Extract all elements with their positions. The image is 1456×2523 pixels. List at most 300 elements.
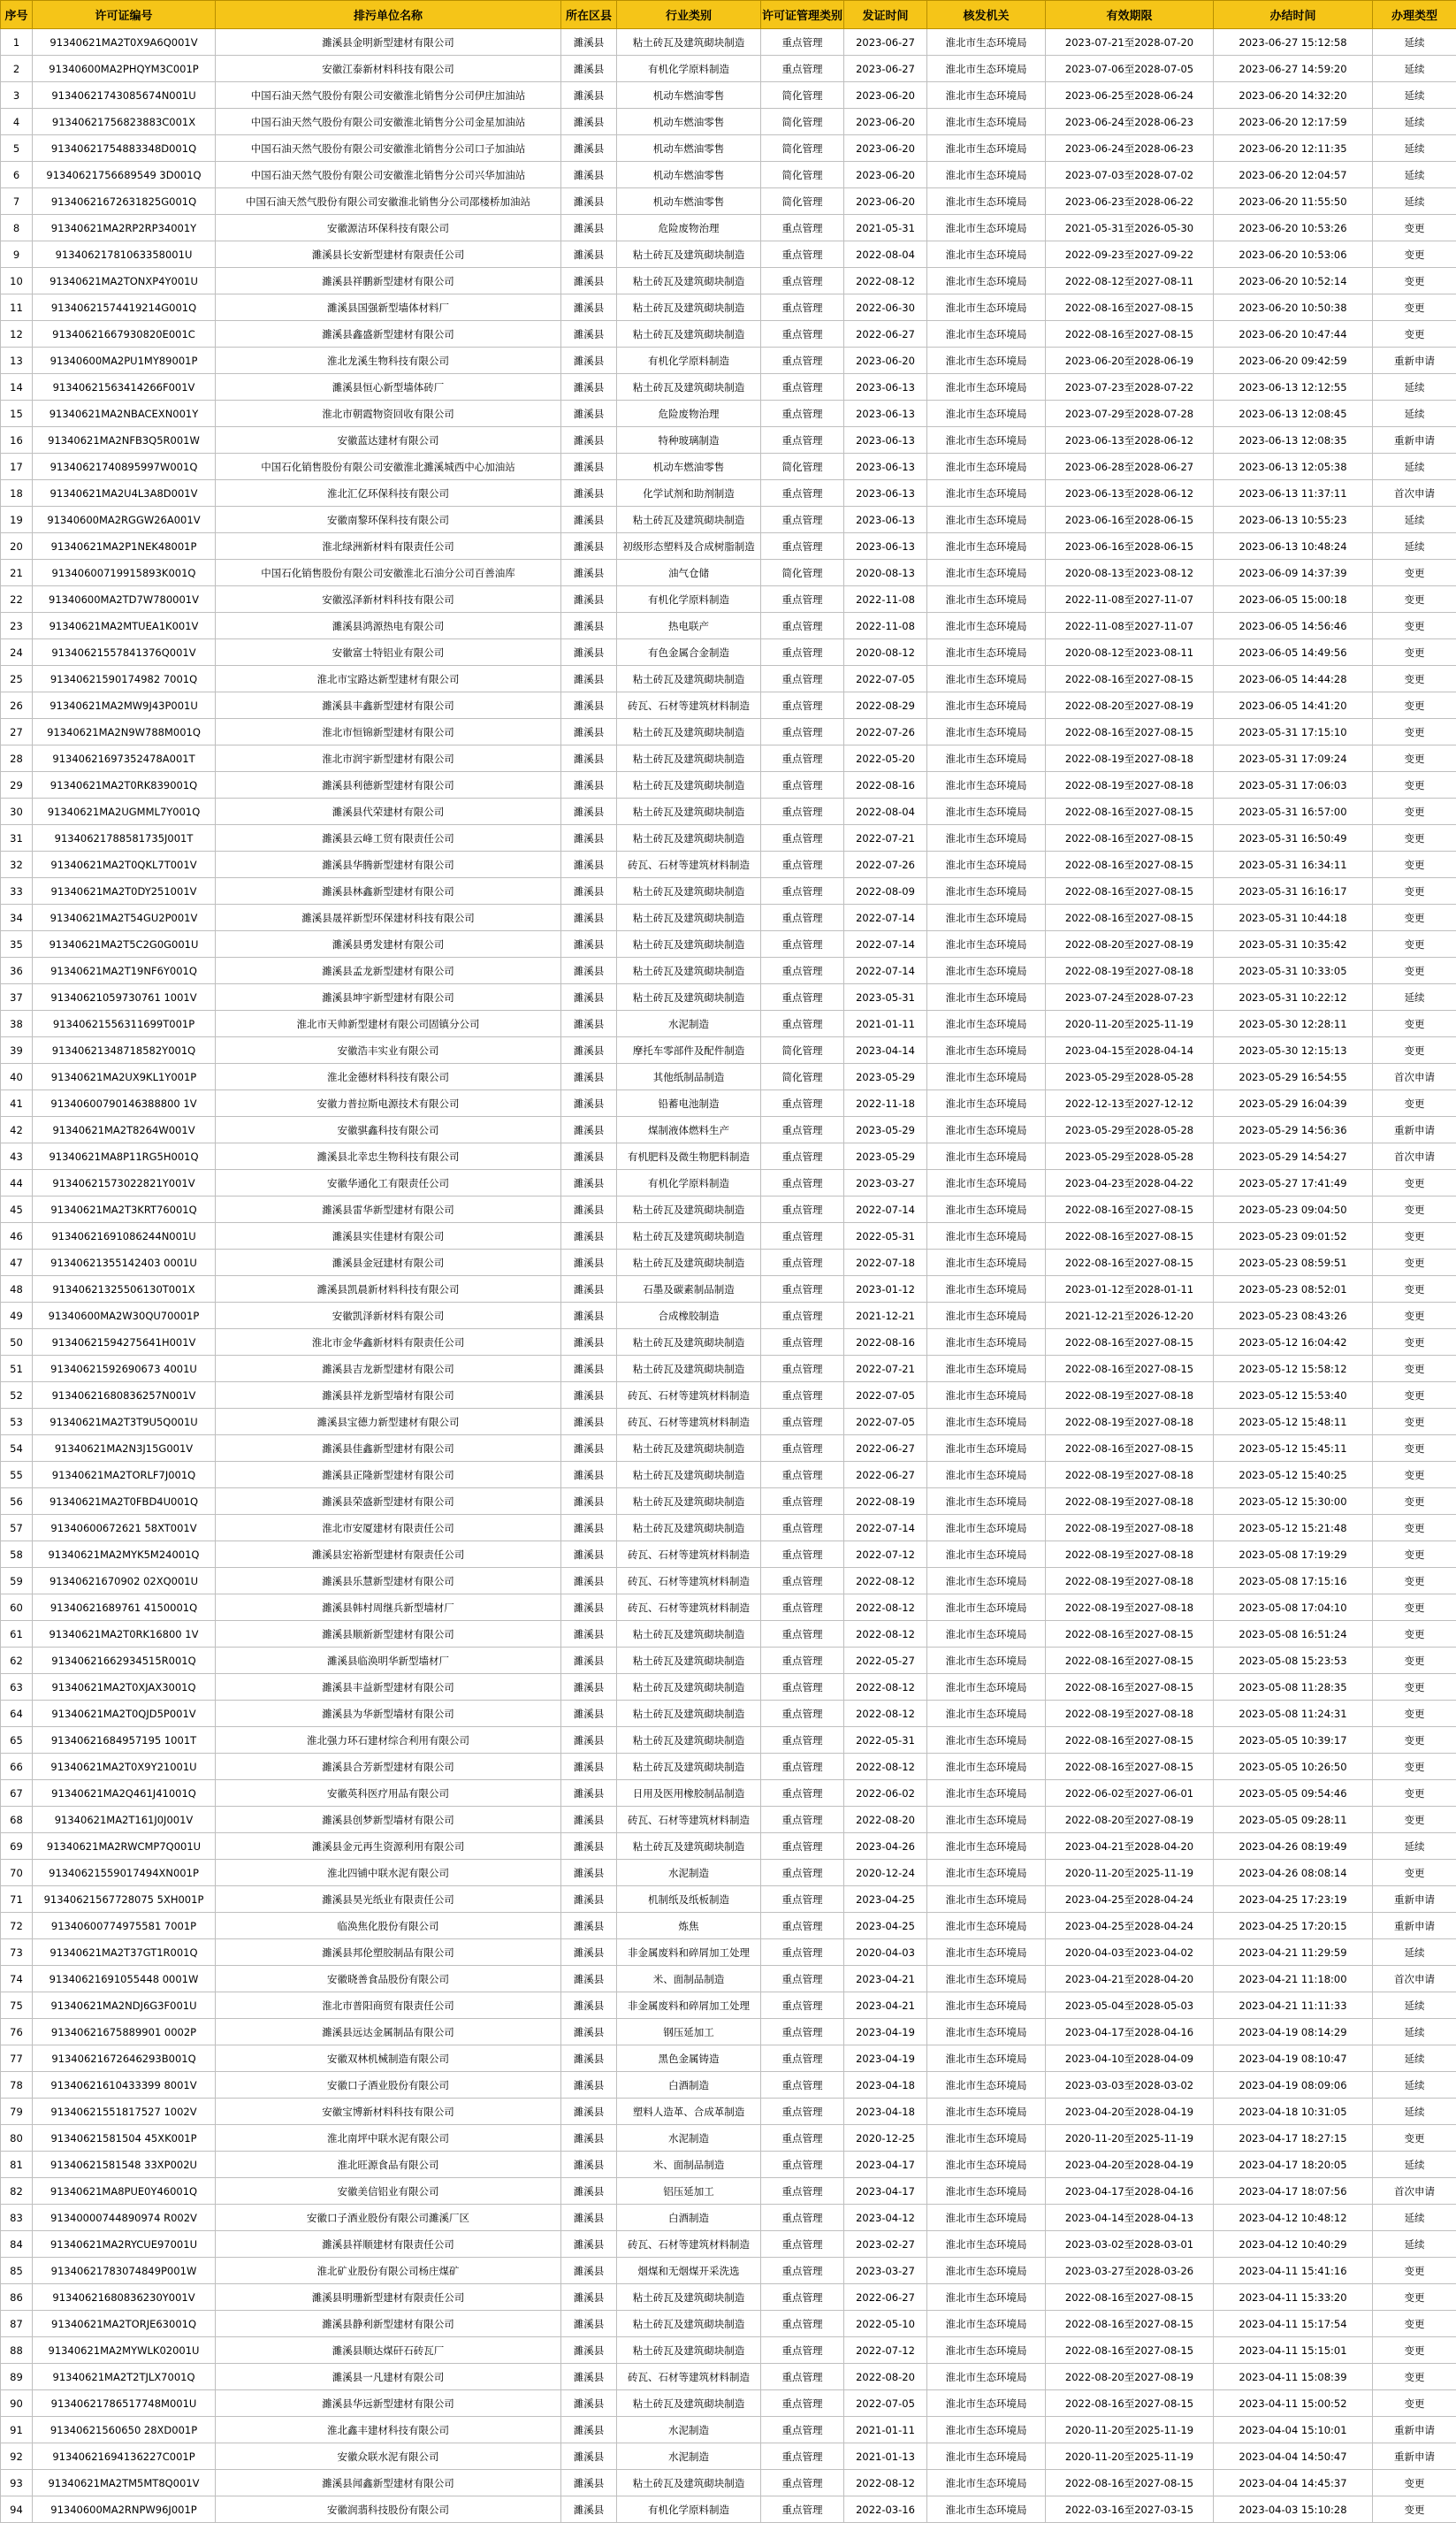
col-index-cell[interactable]: 81 <box>1 2152 33 2178</box>
header-col-issue-date[interactable]: 发证时间 <box>844 1 927 29</box>
col-unit-name-cell[interactable]: 濉溪县闻鑫新型建材有限公司 <box>216 2470 561 2496</box>
col-permit-number-cell[interactable]: 91340621MA2RP2RP34001Y <box>33 215 216 241</box>
col-issue-date-cell[interactable]: 2023-04-26 <box>844 1833 927 1860</box>
col-permit-number-cell[interactable]: 91340621743085674N001U <box>33 82 216 109</box>
col-issue-date-cell[interactable]: 2022-08-12 <box>844 1754 927 1780</box>
col-index-cell[interactable]: 5 <box>1 135 33 162</box>
col-issuer-cell[interactable]: 淮北市生态环境局 <box>927 613 1046 639</box>
col-completion-time-cell[interactable]: 2023-05-08 17:15:16 <box>1214 1568 1373 1594</box>
col-completion-time-cell[interactable]: 2023-05-05 09:54:46 <box>1214 1780 1373 1807</box>
col-issuer-cell[interactable]: 淮北市生态环境局 <box>927 1356 1046 1382</box>
col-issuer-cell[interactable]: 淮北市生态环境局 <box>927 666 1046 692</box>
col-index-cell[interactable]: 47 <box>1 1250 33 1276</box>
col-industry-cell[interactable]: 粘土砖瓦及建筑砌块制造 <box>617 1727 761 1754</box>
table-row[interactable] <box>1 2205 1456 2231</box>
col-permit-number-cell[interactable]: 91340600MA2RGGW26A001V <box>33 507 216 533</box>
col-unit-name-cell[interactable]: 濉溪县临涣明华新型墙材厂 <box>216 1648 561 1674</box>
col-issuer-cell[interactable]: 淮北市生态环境局 <box>927 2417 1046 2443</box>
col-validity-cell[interactable]: 2022-08-16至2027-08-15 <box>1046 1754 1214 1780</box>
col-completion-time-cell[interactable]: 2023-05-08 11:24:31 <box>1214 1701 1373 1727</box>
col-validity-cell[interactable]: 2023-05-29至2028-05-28 <box>1046 1143 1214 1170</box>
col-validity-cell[interactable]: 2022-08-16至2027-08-15 <box>1046 878 1214 905</box>
col-validity-cell[interactable]: 2023-07-29至2028-07-28 <box>1046 401 1214 427</box>
col-permit-number-cell[interactable]: 91340621MA2NFB3Q5R001W <box>33 427 216 454</box>
col-district-cell[interactable]: 濉溪县 <box>561 692 617 719</box>
table-row[interactable] <box>1 215 1456 241</box>
table-row[interactable] <box>1 2258 1456 2284</box>
col-action-type-cell[interactable]: 延续 <box>1373 82 1456 109</box>
col-unit-name-cell[interactable]: 濉溪县创梦新型墙材有限公司 <box>216 1807 561 1833</box>
col-industry-cell[interactable]: 砖瓦、石材等建筑材料制造 <box>617 1409 761 1435</box>
col-issue-date-cell[interactable]: 2020-08-12 <box>844 639 927 666</box>
col-issuer-cell[interactable]: 淮北市生态环境局 <box>927 2443 1046 2470</box>
col-management-type-cell[interactable]: 简化管理 <box>761 109 844 135</box>
col-unit-name-cell[interactable]: 濉溪县鸿源热电有限公司 <box>216 613 561 639</box>
col-management-type-cell[interactable]: 简化管理 <box>761 162 844 188</box>
col-issue-date-cell[interactable]: 2022-05-31 <box>844 1727 927 1754</box>
col-completion-time-cell[interactable]: 2023-06-05 14:49:56 <box>1214 639 1373 666</box>
col-permit-number-cell[interactable]: 91340621581548 33XP002U <box>33 2152 216 2178</box>
col-action-type-cell[interactable]: 延续 <box>1373 2072 1456 2099</box>
col-completion-time-cell[interactable]: 2023-04-17 18:07:56 <box>1214 2178 1373 2205</box>
col-management-type-cell[interactable]: 重点管理 <box>761 613 844 639</box>
col-unit-name-cell[interactable]: 濉溪县国强新型墙体材料厂 <box>216 294 561 321</box>
col-management-type-cell[interactable]: 重点管理 <box>761 905 844 931</box>
col-issue-date-cell[interactable]: 2023-06-20 <box>844 348 927 374</box>
col-issue-date-cell[interactable]: 2023-06-20 <box>844 188 927 215</box>
col-completion-time-cell[interactable]: 2023-04-19 08:10:47 <box>1214 2045 1373 2072</box>
col-industry-cell[interactable]: 粘土砖瓦及建筑砌块制造 <box>617 241 761 268</box>
col-permit-number-cell[interactable]: 91340621680836230Y001V <box>33 2284 216 2311</box>
col-index-cell[interactable]: 25 <box>1 666 33 692</box>
col-issuer-cell[interactable]: 淮北市生态环境局 <box>927 1197 1046 1223</box>
col-issuer-cell[interactable]: 淮北市生态环境局 <box>927 2311 1046 2337</box>
col-unit-name-cell[interactable]: 淮北矿业股份有限公司杨庄煤矿 <box>216 2258 561 2284</box>
col-completion-time-cell[interactable]: 2023-04-04 15:10:01 <box>1214 2417 1373 2443</box>
col-permit-number-cell[interactable]: 91340600774975581 7001P <box>33 1913 216 1939</box>
col-district-cell[interactable]: 濉溪县 <box>561 2152 617 2178</box>
table-row[interactable] <box>1 1197 1456 1223</box>
col-action-type-cell[interactable]: 变更 <box>1373 878 1456 905</box>
col-validity-cell[interactable]: 2020-11-20至2025-11-19 <box>1046 1011 1214 1037</box>
col-industry-cell[interactable]: 合成橡胶制造 <box>617 1303 761 1329</box>
col-validity-cell[interactable]: 2023-04-20至2028-04-19 <box>1046 2099 1214 2125</box>
col-completion-time-cell[interactable]: 2023-06-05 14:44:28 <box>1214 666 1373 692</box>
col-issuer-cell[interactable]: 淮北市生态环境局 <box>927 1090 1046 1117</box>
col-permit-number-cell[interactable]: 91340621MA2MTUEA1K001V <box>33 613 216 639</box>
col-issue-date-cell[interactable]: 2022-08-09 <box>844 878 927 905</box>
col-issue-date-cell[interactable]: 2022-07-14 <box>844 1197 927 1223</box>
col-unit-name-cell[interactable]: 临涣焦化股份有限公司 <box>216 1913 561 1939</box>
col-industry-cell[interactable]: 米、面制品制造 <box>617 1966 761 1992</box>
col-validity-cell[interactable]: 2022-08-19至2027-08-18 <box>1046 1568 1214 1594</box>
col-district-cell[interactable]: 濉溪县 <box>561 2284 617 2311</box>
col-action-type-cell[interactable]: 变更 <box>1373 2125 1456 2152</box>
col-issue-date-cell[interactable]: 2023-04-18 <box>844 2099 927 2125</box>
col-issuer-cell[interactable]: 淮北市生态环境局 <box>927 852 1046 878</box>
col-completion-time-cell[interactable]: 2023-06-27 15:12:58 <box>1214 29 1373 56</box>
col-industry-cell[interactable]: 粘土砖瓦及建筑砌块制造 <box>617 1462 761 1488</box>
table-row[interactable] <box>1 2099 1456 2125</box>
col-issuer-cell[interactable]: 淮北市生态环境局 <box>927 772 1046 799</box>
col-issuer-cell[interactable]: 淮北市生态环境局 <box>927 2496 1046 2523</box>
col-completion-time-cell[interactable]: 2023-05-12 15:30:00 <box>1214 1488 1373 1515</box>
col-index-cell[interactable]: 10 <box>1 268 33 294</box>
col-industry-cell[interactable]: 粘土砖瓦及建筑砌块制造 <box>617 799 761 825</box>
col-issuer-cell[interactable]: 淮北市生态环境局 <box>927 1011 1046 1037</box>
col-completion-time-cell[interactable]: 2023-05-08 17:19:29 <box>1214 1541 1373 1568</box>
col-issue-date-cell[interactable]: 2022-07-05 <box>844 1409 927 1435</box>
col-unit-name-cell[interactable]: 淮北南坪中联水泥有限公司 <box>216 2125 561 2152</box>
col-permit-number-cell[interactable]: 91340600MA2PU1MY89001P <box>33 348 216 374</box>
col-issue-date-cell[interactable]: 2023-05-31 <box>844 984 927 1011</box>
col-unit-name-cell[interactable]: 濉溪县一凡建材有限公司 <box>216 2364 561 2390</box>
col-unit-name-cell[interactable]: 濉溪县丰益新型建材有限公司 <box>216 1674 561 1701</box>
col-district-cell[interactable]: 濉溪县 <box>561 1276 617 1303</box>
col-district-cell[interactable]: 濉溪县 <box>561 1064 617 1090</box>
col-action-type-cell[interactable]: 变更 <box>1373 2470 1456 2496</box>
col-validity-cell[interactable]: 2022-08-19至2027-08-18 <box>1046 772 1214 799</box>
col-completion-time-cell[interactable]: 2023-05-12 15:40:25 <box>1214 1462 1373 1488</box>
col-district-cell[interactable]: 濉溪县 <box>561 878 617 905</box>
col-issuer-cell[interactable]: 淮北市生态环境局 <box>927 2045 1046 2072</box>
col-issuer-cell[interactable]: 淮北市生态环境局 <box>927 692 1046 719</box>
col-issuer-cell[interactable]: 淮北市生态环境局 <box>927 958 1046 984</box>
col-unit-name-cell[interactable]: 安徽泓泽新材料科技有限公司 <box>216 586 561 613</box>
col-index-cell[interactable]: 68 <box>1 1807 33 1833</box>
col-validity-cell[interactable]: 2022-08-16至2027-08-15 <box>1046 1674 1214 1701</box>
col-index-cell[interactable]: 17 <box>1 454 33 480</box>
col-management-type-cell[interactable]: 重点管理 <box>761 1568 844 1594</box>
col-validity-cell[interactable]: 2021-12-21至2026-12-20 <box>1046 1303 1214 1329</box>
table-row[interactable] <box>1 1382 1456 1409</box>
col-unit-name-cell[interactable]: 濉溪县雷华新型建材有限公司 <box>216 1197 561 1223</box>
col-index-cell[interactable]: 92 <box>1 2443 33 2470</box>
col-issue-date-cell[interactable]: 2023-01-12 <box>844 1276 927 1303</box>
col-industry-cell[interactable]: 砖瓦、石材等建筑材料制造 <box>617 1541 761 1568</box>
col-issue-date-cell[interactable]: 2022-08-12 <box>844 1594 927 1621</box>
col-action-type-cell[interactable]: 变更 <box>1373 613 1456 639</box>
col-permit-number-cell[interactable]: 91340621756689549 3D001Q <box>33 162 216 188</box>
col-validity-cell[interactable]: 2023-03-03至2028-03-02 <box>1046 2072 1214 2099</box>
col-completion-time-cell[interactable]: 2023-05-12 15:58:12 <box>1214 1356 1373 1382</box>
col-unit-name-cell[interactable]: 淮北金德材料科技有限公司 <box>216 1064 561 1090</box>
col-district-cell[interactable]: 濉溪县 <box>561 1170 617 1197</box>
col-industry-cell[interactable]: 粘土砖瓦及建筑砌块制造 <box>617 984 761 1011</box>
col-issuer-cell[interactable]: 淮北市生态环境局 <box>927 401 1046 427</box>
table-row[interactable] <box>1 1409 1456 1435</box>
col-permit-number-cell[interactable]: 91340600790146388800 1V <box>33 1090 216 1117</box>
col-management-type-cell[interactable]: 简化管理 <box>761 1037 844 1064</box>
col-management-type-cell[interactable]: 重点管理 <box>761 1621 844 1648</box>
col-completion-time-cell[interactable]: 2023-05-23 08:43:26 <box>1214 1303 1373 1329</box>
col-issue-date-cell[interactable]: 2022-07-05 <box>844 1382 927 1409</box>
col-industry-cell[interactable]: 粘土砖瓦及建筑砌块制造 <box>617 1197 761 1223</box>
col-district-cell[interactable]: 濉溪县 <box>561 1594 617 1621</box>
col-district-cell[interactable]: 濉溪县 <box>561 799 617 825</box>
col-completion-time-cell[interactable]: 2023-04-19 08:14:29 <box>1214 2019 1373 2045</box>
col-industry-cell[interactable]: 粘土砖瓦及建筑砌块制造 <box>617 29 761 56</box>
table-row[interactable] <box>1 454 1456 480</box>
col-validity-cell[interactable]: 2022-08-16至2027-08-15 <box>1046 905 1214 931</box>
col-permit-number-cell[interactable]: 91340621MA2T0X9A6Q001V <box>33 29 216 56</box>
header-col-index[interactable]: 序号 <box>1 1 33 29</box>
col-action-type-cell[interactable]: 延续 <box>1373 2019 1456 2045</box>
col-unit-name-cell[interactable]: 安徽浩丰实业有限公司 <box>216 1037 561 1064</box>
col-unit-name-cell[interactable]: 濉溪县长安新型建材有限责任公司 <box>216 241 561 268</box>
col-completion-time-cell[interactable]: 2023-06-13 10:55:23 <box>1214 507 1373 533</box>
col-unit-name-cell[interactable]: 濉溪县明珊新型建材有限责任公司 <box>216 2284 561 2311</box>
col-permit-number-cell[interactable]: 91340600MA2RNPW96J001P <box>33 2496 216 2523</box>
col-issuer-cell[interactable]: 淮北市生态环境局 <box>927 1966 1046 1992</box>
col-industry-cell[interactable]: 粘土砖瓦及建筑砌块制造 <box>617 2284 761 2311</box>
col-industry-cell[interactable]: 机动车燃油零售 <box>617 135 761 162</box>
col-index-cell[interactable]: 1 <box>1 29 33 56</box>
table-row[interactable] <box>1 2364 1456 2390</box>
col-unit-name-cell[interactable]: 安徽美信铝业有限公司 <box>216 2178 561 2205</box>
col-action-type-cell[interactable]: 延续 <box>1373 2205 1456 2231</box>
col-validity-cell[interactable]: 2022-08-19至2027-08-18 <box>1046 1382 1214 1409</box>
col-index-cell[interactable]: 64 <box>1 1701 33 1727</box>
col-industry-cell[interactable]: 日用及医用橡胶制品制造 <box>617 1780 761 1807</box>
col-index-cell[interactable]: 23 <box>1 613 33 639</box>
table-row[interactable] <box>1 321 1456 348</box>
col-industry-cell[interactable]: 砖瓦、石材等建筑材料制造 <box>617 692 761 719</box>
table-row[interactable] <box>1 799 1456 825</box>
table-row[interactable] <box>1 639 1456 666</box>
col-permit-number-cell[interactable]: 91340000744890974 R002V <box>33 2205 216 2231</box>
col-industry-cell[interactable]: 白酒制造 <box>617 2205 761 2231</box>
col-issuer-cell[interactable]: 淮北市生态环境局 <box>927 745 1046 772</box>
col-action-type-cell[interactable]: 延续 <box>1373 454 1456 480</box>
col-issuer-cell[interactable]: 淮北市生态环境局 <box>927 241 1046 268</box>
col-district-cell[interactable]: 濉溪县 <box>561 1939 617 1966</box>
col-action-type-cell[interactable]: 变更 <box>1373 1409 1456 1435</box>
col-action-type-cell[interactable]: 首次申请 <box>1373 1064 1456 1090</box>
col-issuer-cell[interactable]: 淮北市生态环境局 <box>927 109 1046 135</box>
col-action-type-cell[interactable]: 重新申请 <box>1373 1117 1456 1143</box>
col-issue-date-cell[interactable]: 2023-04-18 <box>844 2072 927 2099</box>
table-row[interactable] <box>1 984 1456 1011</box>
col-issue-date-cell[interactable]: 2022-05-20 <box>844 745 927 772</box>
col-permit-number-cell[interactable]: 91340621MA2RYCUE97001U <box>33 2231 216 2258</box>
col-management-type-cell[interactable]: 重点管理 <box>761 1197 844 1223</box>
col-completion-time-cell[interactable]: 2023-06-20 09:42:59 <box>1214 348 1373 374</box>
col-industry-cell[interactable]: 粘土砖瓦及建筑砌块制造 <box>617 1250 761 1276</box>
col-issue-date-cell[interactable]: 2023-04-12 <box>844 2205 927 2231</box>
col-action-type-cell[interactable]: 变更 <box>1373 958 1456 984</box>
col-validity-cell[interactable]: 2023-03-27至2028-03-26 <box>1046 2258 1214 2284</box>
table-row[interactable] <box>1 772 1456 799</box>
col-management-type-cell[interactable]: 重点管理 <box>761 2311 844 2337</box>
col-unit-name-cell[interactable]: 濉溪县顺达煤矸石砖瓦厂 <box>216 2337 561 2364</box>
col-issue-date-cell[interactable]: 2022-07-14 <box>844 958 927 984</box>
col-completion-time-cell[interactable]: 2023-06-13 12:08:45 <box>1214 401 1373 427</box>
col-index-cell[interactable]: 76 <box>1 2019 33 2045</box>
col-index-cell[interactable]: 34 <box>1 905 33 931</box>
col-action-type-cell[interactable]: 首次申请 <box>1373 2178 1456 2205</box>
col-issuer-cell[interactable]: 淮北市生态环境局 <box>927 533 1046 560</box>
col-action-type-cell[interactable]: 变更 <box>1373 1648 1456 1674</box>
col-unit-name-cell[interactable]: 安徽蓝达建材有限公司 <box>216 427 561 454</box>
col-industry-cell[interactable]: 有机化学原料制造 <box>617 586 761 613</box>
col-completion-time-cell[interactable]: 2023-05-31 16:57:00 <box>1214 799 1373 825</box>
col-unit-name-cell[interactable]: 濉溪县鑫盛新型建材有限公司 <box>216 321 561 348</box>
col-validity-cell[interactable]: 2020-11-20至2025-11-19 <box>1046 2125 1214 2152</box>
col-completion-time-cell[interactable]: 2023-06-20 14:32:20 <box>1214 82 1373 109</box>
col-issue-date-cell[interactable]: 2022-07-18 <box>844 1250 927 1276</box>
col-unit-name-cell[interactable]: 淮北强力环石建材综合利用有限公司 <box>216 1727 561 1754</box>
col-action-type-cell[interactable]: 变更 <box>1373 2311 1456 2337</box>
col-unit-name-cell[interactable]: 中国石油天然气股份有限公司安徽淮北销售分公司兴华加油站 <box>216 162 561 188</box>
col-permit-number-cell[interactable]: 91340621MA2T37GT1R001Q <box>33 1939 216 1966</box>
col-action-type-cell[interactable]: 变更 <box>1373 852 1456 878</box>
table-row[interactable] <box>1 1860 1456 1886</box>
col-permit-number-cell[interactable]: 91340621MA2RWCMP7Q001U <box>33 1833 216 1860</box>
col-unit-name-cell[interactable]: 濉溪县韩村周继兵新型墙材厂 <box>216 1594 561 1621</box>
col-permit-number-cell[interactable]: 91340621756823883C001X <box>33 109 216 135</box>
col-permit-number-cell[interactable]: 91340621MA2MYK5M24001Q <box>33 1541 216 1568</box>
col-district-cell[interactable]: 濉溪县 <box>561 931 617 958</box>
col-district-cell[interactable]: 濉溪县 <box>561 2258 617 2284</box>
col-index-cell[interactable]: 45 <box>1 1197 33 1223</box>
col-issuer-cell[interactable]: 淮北市生态环境局 <box>927 294 1046 321</box>
col-completion-time-cell[interactable]: 2023-06-13 12:12:55 <box>1214 374 1373 401</box>
col-industry-cell[interactable]: 粘土砖瓦及建筑砌块制造 <box>617 1488 761 1515</box>
col-district-cell[interactable]: 濉溪县 <box>561 560 617 586</box>
col-management-type-cell[interactable]: 重点管理 <box>761 1780 844 1807</box>
col-index-cell[interactable]: 24 <box>1 639 33 666</box>
col-issue-date-cell[interactable]: 2022-08-20 <box>844 1807 927 1833</box>
table-row[interactable] <box>1 294 1456 321</box>
col-management-type-cell[interactable]: 重点管理 <box>761 1886 844 1913</box>
col-management-type-cell[interactable]: 重点管理 <box>761 878 844 905</box>
col-district-cell[interactable]: 濉溪县 <box>561 162 617 188</box>
col-permit-number-cell[interactable]: 91340621MA2T19NF6Y001Q <box>33 958 216 984</box>
col-unit-name-cell[interactable]: 濉溪县正隆新型建材有限公司 <box>216 1462 561 1488</box>
col-completion-time-cell[interactable]: 2023-06-20 10:50:38 <box>1214 294 1373 321</box>
col-issue-date-cell[interactable]: 2022-07-14 <box>844 1515 927 1541</box>
col-action-type-cell[interactable]: 变更 <box>1373 2496 1456 2523</box>
col-unit-name-cell[interactable]: 濉溪县勇发建材有限公司 <box>216 931 561 958</box>
col-issue-date-cell[interactable]: 2021-01-11 <box>844 1011 927 1037</box>
col-action-type-cell[interactable]: 重新申请 <box>1373 2417 1456 2443</box>
table-row[interactable] <box>1 241 1456 268</box>
col-district-cell[interactable]: 濉溪县 <box>561 82 617 109</box>
col-industry-cell[interactable]: 有色金属合金制造 <box>617 639 761 666</box>
col-action-type-cell[interactable]: 延续 <box>1373 374 1456 401</box>
col-validity-cell[interactable]: 2023-06-23至2028-06-22 <box>1046 188 1214 215</box>
col-validity-cell[interactable]: 2022-08-16至2027-08-15 <box>1046 2337 1214 2364</box>
col-issuer-cell[interactable]: 淮北市生态环境局 <box>927 719 1046 745</box>
col-issuer-cell[interactable]: 淮北市生态环境局 <box>927 1250 1046 1276</box>
col-management-type-cell[interactable]: 重点管理 <box>761 1966 844 1992</box>
col-action-type-cell[interactable]: 变更 <box>1373 215 1456 241</box>
col-management-type-cell[interactable]: 重点管理 <box>761 666 844 692</box>
table-row[interactable] <box>1 2045 1456 2072</box>
col-completion-time-cell[interactable]: 2023-05-08 15:23:53 <box>1214 1648 1373 1674</box>
col-industry-cell[interactable]: 煤制液体燃料生产 <box>617 1117 761 1143</box>
col-management-type-cell[interactable]: 简化管理 <box>761 560 844 586</box>
col-issue-date-cell[interactable]: 2022-07-21 <box>844 825 927 852</box>
col-action-type-cell[interactable]: 重新申请 <box>1373 1913 1456 1939</box>
col-completion-time-cell[interactable]: 2023-06-09 14:37:39 <box>1214 560 1373 586</box>
col-issue-date-cell[interactable]: 2023-06-20 <box>844 162 927 188</box>
col-district-cell[interactable]: 濉溪县 <box>561 2099 617 2125</box>
col-permit-number-cell[interactable]: 91340621594275641H001V <box>33 1329 216 1356</box>
col-completion-time-cell[interactable]: 2023-05-30 12:15:13 <box>1214 1037 1373 1064</box>
col-industry-cell[interactable]: 砖瓦、石材等建筑材料制造 <box>617 852 761 878</box>
col-issuer-cell[interactable]: 淮北市生态环境局 <box>927 2337 1046 2364</box>
col-issuer-cell[interactable]: 淮北市生态环境局 <box>927 2019 1046 2045</box>
col-industry-cell[interactable]: 粘土砖瓦及建筑砌块制造 <box>617 2470 761 2496</box>
col-validity-cell[interactable]: 2022-08-16至2027-08-15 <box>1046 1648 1214 1674</box>
table-row[interactable] <box>1 2284 1456 2311</box>
col-action-type-cell[interactable]: 首次申请 <box>1373 1143 1456 1170</box>
col-issue-date-cell[interactable]: 2020-12-25 <box>844 2125 927 2152</box>
col-validity-cell[interactable]: 2023-06-16至2028-06-15 <box>1046 507 1214 533</box>
table-row[interactable] <box>1 1515 1456 1541</box>
col-industry-cell[interactable]: 有机化学原料制造 <box>617 2496 761 2523</box>
col-index-cell[interactable]: 38 <box>1 1011 33 1037</box>
col-index-cell[interactable]: 78 <box>1 2072 33 2099</box>
col-industry-cell[interactable]: 非金属废料和碎屑加工处理 <box>617 1939 761 1966</box>
col-issue-date-cell[interactable]: 2023-06-13 <box>844 507 927 533</box>
col-index-cell[interactable]: 39 <box>1 1037 33 1064</box>
col-management-type-cell[interactable]: 重点管理 <box>761 2205 844 2231</box>
col-completion-time-cell[interactable]: 2023-06-05 14:41:20 <box>1214 692 1373 719</box>
col-issue-date-cell[interactable]: 2023-06-27 <box>844 56 927 82</box>
col-issue-date-cell[interactable]: 2022-08-19 <box>844 1488 927 1515</box>
col-management-type-cell[interactable]: 重点管理 <box>761 2417 844 2443</box>
col-validity-cell[interactable]: 2022-08-16至2027-08-15 <box>1046 1223 1214 1250</box>
col-unit-name-cell[interactable]: 安徽源洁环保科技有限公司 <box>216 215 561 241</box>
col-action-type-cell[interactable]: 延续 <box>1373 135 1456 162</box>
col-industry-cell[interactable]: 初级形态塑料及合成树脂制造 <box>617 533 761 560</box>
col-unit-name-cell[interactable]: 濉溪县顺新新型建材有限公司 <box>216 1621 561 1648</box>
col-completion-time-cell[interactable]: 2023-05-31 16:50:49 <box>1214 825 1373 852</box>
col-industry-cell[interactable]: 粘土砖瓦及建筑砌块制造 <box>617 294 761 321</box>
col-permit-number-cell[interactable]: 91340621670902 02XQ001U <box>33 1568 216 1594</box>
col-action-type-cell[interactable]: 延续 <box>1373 56 1456 82</box>
col-validity-cell[interactable]: 2022-08-16至2027-08-15 <box>1046 1727 1214 1754</box>
col-permit-number-cell[interactable]: 91340621675889901 0002P <box>33 2019 216 2045</box>
col-industry-cell[interactable]: 有机肥料及微生物肥料制造 <box>617 1143 761 1170</box>
col-action-type-cell[interactable]: 变更 <box>1373 1170 1456 1197</box>
col-industry-cell[interactable]: 粘土砖瓦及建筑砌块制造 <box>617 772 761 799</box>
col-index-cell[interactable]: 15 <box>1 401 33 427</box>
col-district-cell[interactable]: 濉溪县 <box>561 56 617 82</box>
col-management-type-cell[interactable]: 重点管理 <box>761 984 844 1011</box>
col-issue-date-cell[interactable]: 2023-06-13 <box>844 374 927 401</box>
col-action-type-cell[interactable]: 变更 <box>1373 1727 1456 1754</box>
col-issuer-cell[interactable]: 淮北市生态环境局 <box>927 1568 1046 1594</box>
col-management-type-cell[interactable]: 重点管理 <box>761 1541 844 1568</box>
col-district-cell[interactable]: 濉溪县 <box>561 2311 617 2337</box>
col-issuer-cell[interactable]: 淮北市生态环境局 <box>927 1860 1046 1886</box>
col-permit-number-cell[interactable]: 91340621697352478A001T <box>33 745 216 772</box>
col-management-type-cell[interactable]: 重点管理 <box>761 1860 844 1886</box>
col-permit-number-cell[interactable]: 91340621559017494XN001P <box>33 1860 216 1886</box>
table-row[interactable] <box>1 1992 1456 2019</box>
col-unit-name-cell[interactable]: 濉溪县静利新型建材有限公司 <box>216 2311 561 2337</box>
col-permit-number-cell[interactable]: 91340621MA2N3J15G001V <box>33 1435 216 1462</box>
col-index-cell[interactable]: 41 <box>1 1090 33 1117</box>
table-row[interactable] <box>1 1329 1456 1356</box>
col-permit-number-cell[interactable]: 91340621786517748M001U <box>33 2390 216 2417</box>
col-action-type-cell[interactable]: 延续 <box>1373 507 1456 533</box>
col-issuer-cell[interactable]: 淮北市生态环境局 <box>927 1807 1046 1833</box>
